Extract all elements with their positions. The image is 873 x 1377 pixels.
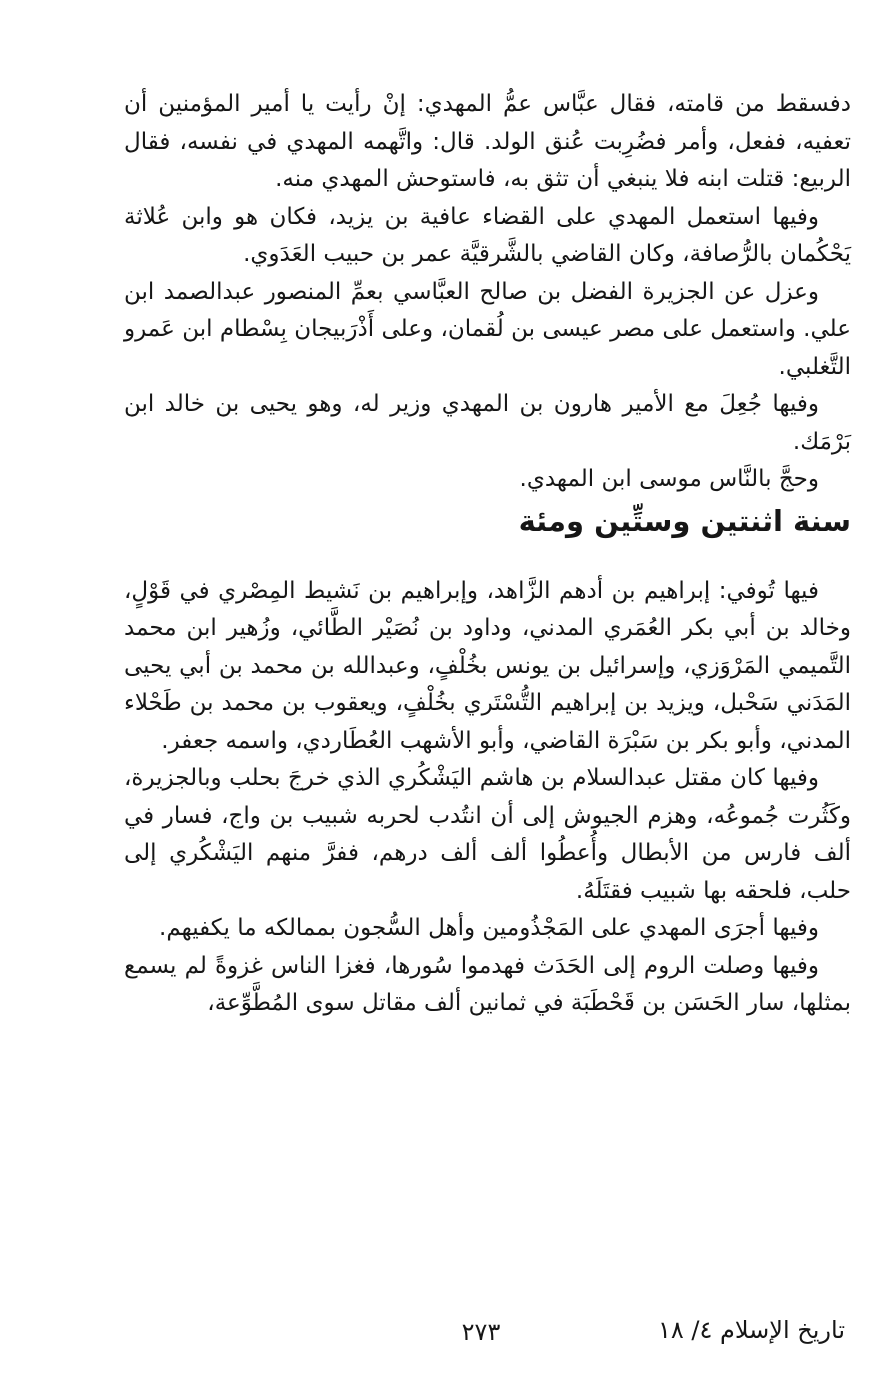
page-body xyxy=(124,86,851,1023)
paragraph: وفيها استعمل المهدي على القضاء عافية بن يزيد، فكان هو وابن عُلاثة يَحْكُمان بالرُّصافة، وكان القاضي بالشَّرقيَّة عمر بن حبيب العَدَوي. xyxy=(124,203,851,267)
text-block-before-heading xyxy=(124,86,851,499)
paragraph: دفسقط من قامته، فقال عبَّاس عمُّ المهدي: إنْ رأيت يا أمير المؤمنين أن تعفيه، ففعل، وأمر فضُرِبت عُنق الولد. قال: واتَّهمه المهدي في نفسه، فقال الربيع: قتلت ابنه فلا ينبغي أن تثق به، فاستوحش المهدي منه. xyxy=(124,91,851,192)
paragraph: فيها تُوفي: إبراهيم بن أدهم الزَّاهد، وإبراهيم بن نَشيط المِصْري في قَوْلٍ، وخالد بن أبي بكر العُمَري المدني، وداود بن نُصَيْر الطَّائي، وزُهير ابن محمد التَّميمي المَرْوَزي، وإسرائيل بن يونس بخُلْفٍ، وعبدالله بن محمد بن أبي يحيى المَدَني سَحْبل، ويزيد بن إبراهيم التُّسْتَري بخُلْفٍ، ويعقوب بن محمد بن طَحْلاء المدني، وأبو بكر بن سَبْرَة القاضي، وأبو الأشهب العُطَاردي، واسمه جعفر. xyxy=(124,577,851,754)
text-block-after-heading xyxy=(124,573,851,1023)
paragraph: وفيها كان مقتل عبدالسلام بن هاشم اليَشْكُري الذي خرجَ بحلب وبالجزيرة، وكَثُرت جُموعُه، وهزم الجيوش إلى أن انتُدب لحربه شبيب بن واج، فسار في ألف فارس من الأبطال وأُعطُوا ألف ألف درهم، ففرَّ منهم اليَشْكُري إلى حلب، فلحقه بها شبيب فقتَلَهُ. xyxy=(124,765,851,904)
paragraph: وفيها أجرَى المهدي على المَجْذُومين وأهل السُّجون بممالكه ما يكفيهم. xyxy=(159,915,819,941)
paragraph: وفيها وصلت الروم إلى الحَدَث فهدموا سُورها، فغزا الناس غزوةً لم يسمع بمثلها، سار الحَسَن بن قَحْطَبَة في ثمانين ألف مقاتل سوى المُطَّوِّعة، xyxy=(124,952,851,1016)
paragraph: وعزل عن الجزيرة الفضل بن صالح العبَّاسي بعمِّ المنصور عبدالصمد ابن علي. واستعمل على مصر عيسى بن لُقمان، وعلى أَذْرَبيجان بِسْطام ابن عَمرو التَّغلبي. xyxy=(124,278,851,380)
paragraph: وفيها جُعِلَ مع الأمير هارون بن المهدي وزير له، وهو يحيى بن خالد ابن بَرْمَك. xyxy=(124,391,851,455)
book-reference: تاريخ الإسلام ٤/ ١٨ xyxy=(657,1316,845,1344)
paragraph: وحجَّ بالنَّاس موسى ابن المهدي. xyxy=(519,466,819,492)
section-heading: سنة اثنتين وستِّين ومئة xyxy=(518,503,851,538)
page-number: ٢٧٣ xyxy=(461,1318,501,1346)
